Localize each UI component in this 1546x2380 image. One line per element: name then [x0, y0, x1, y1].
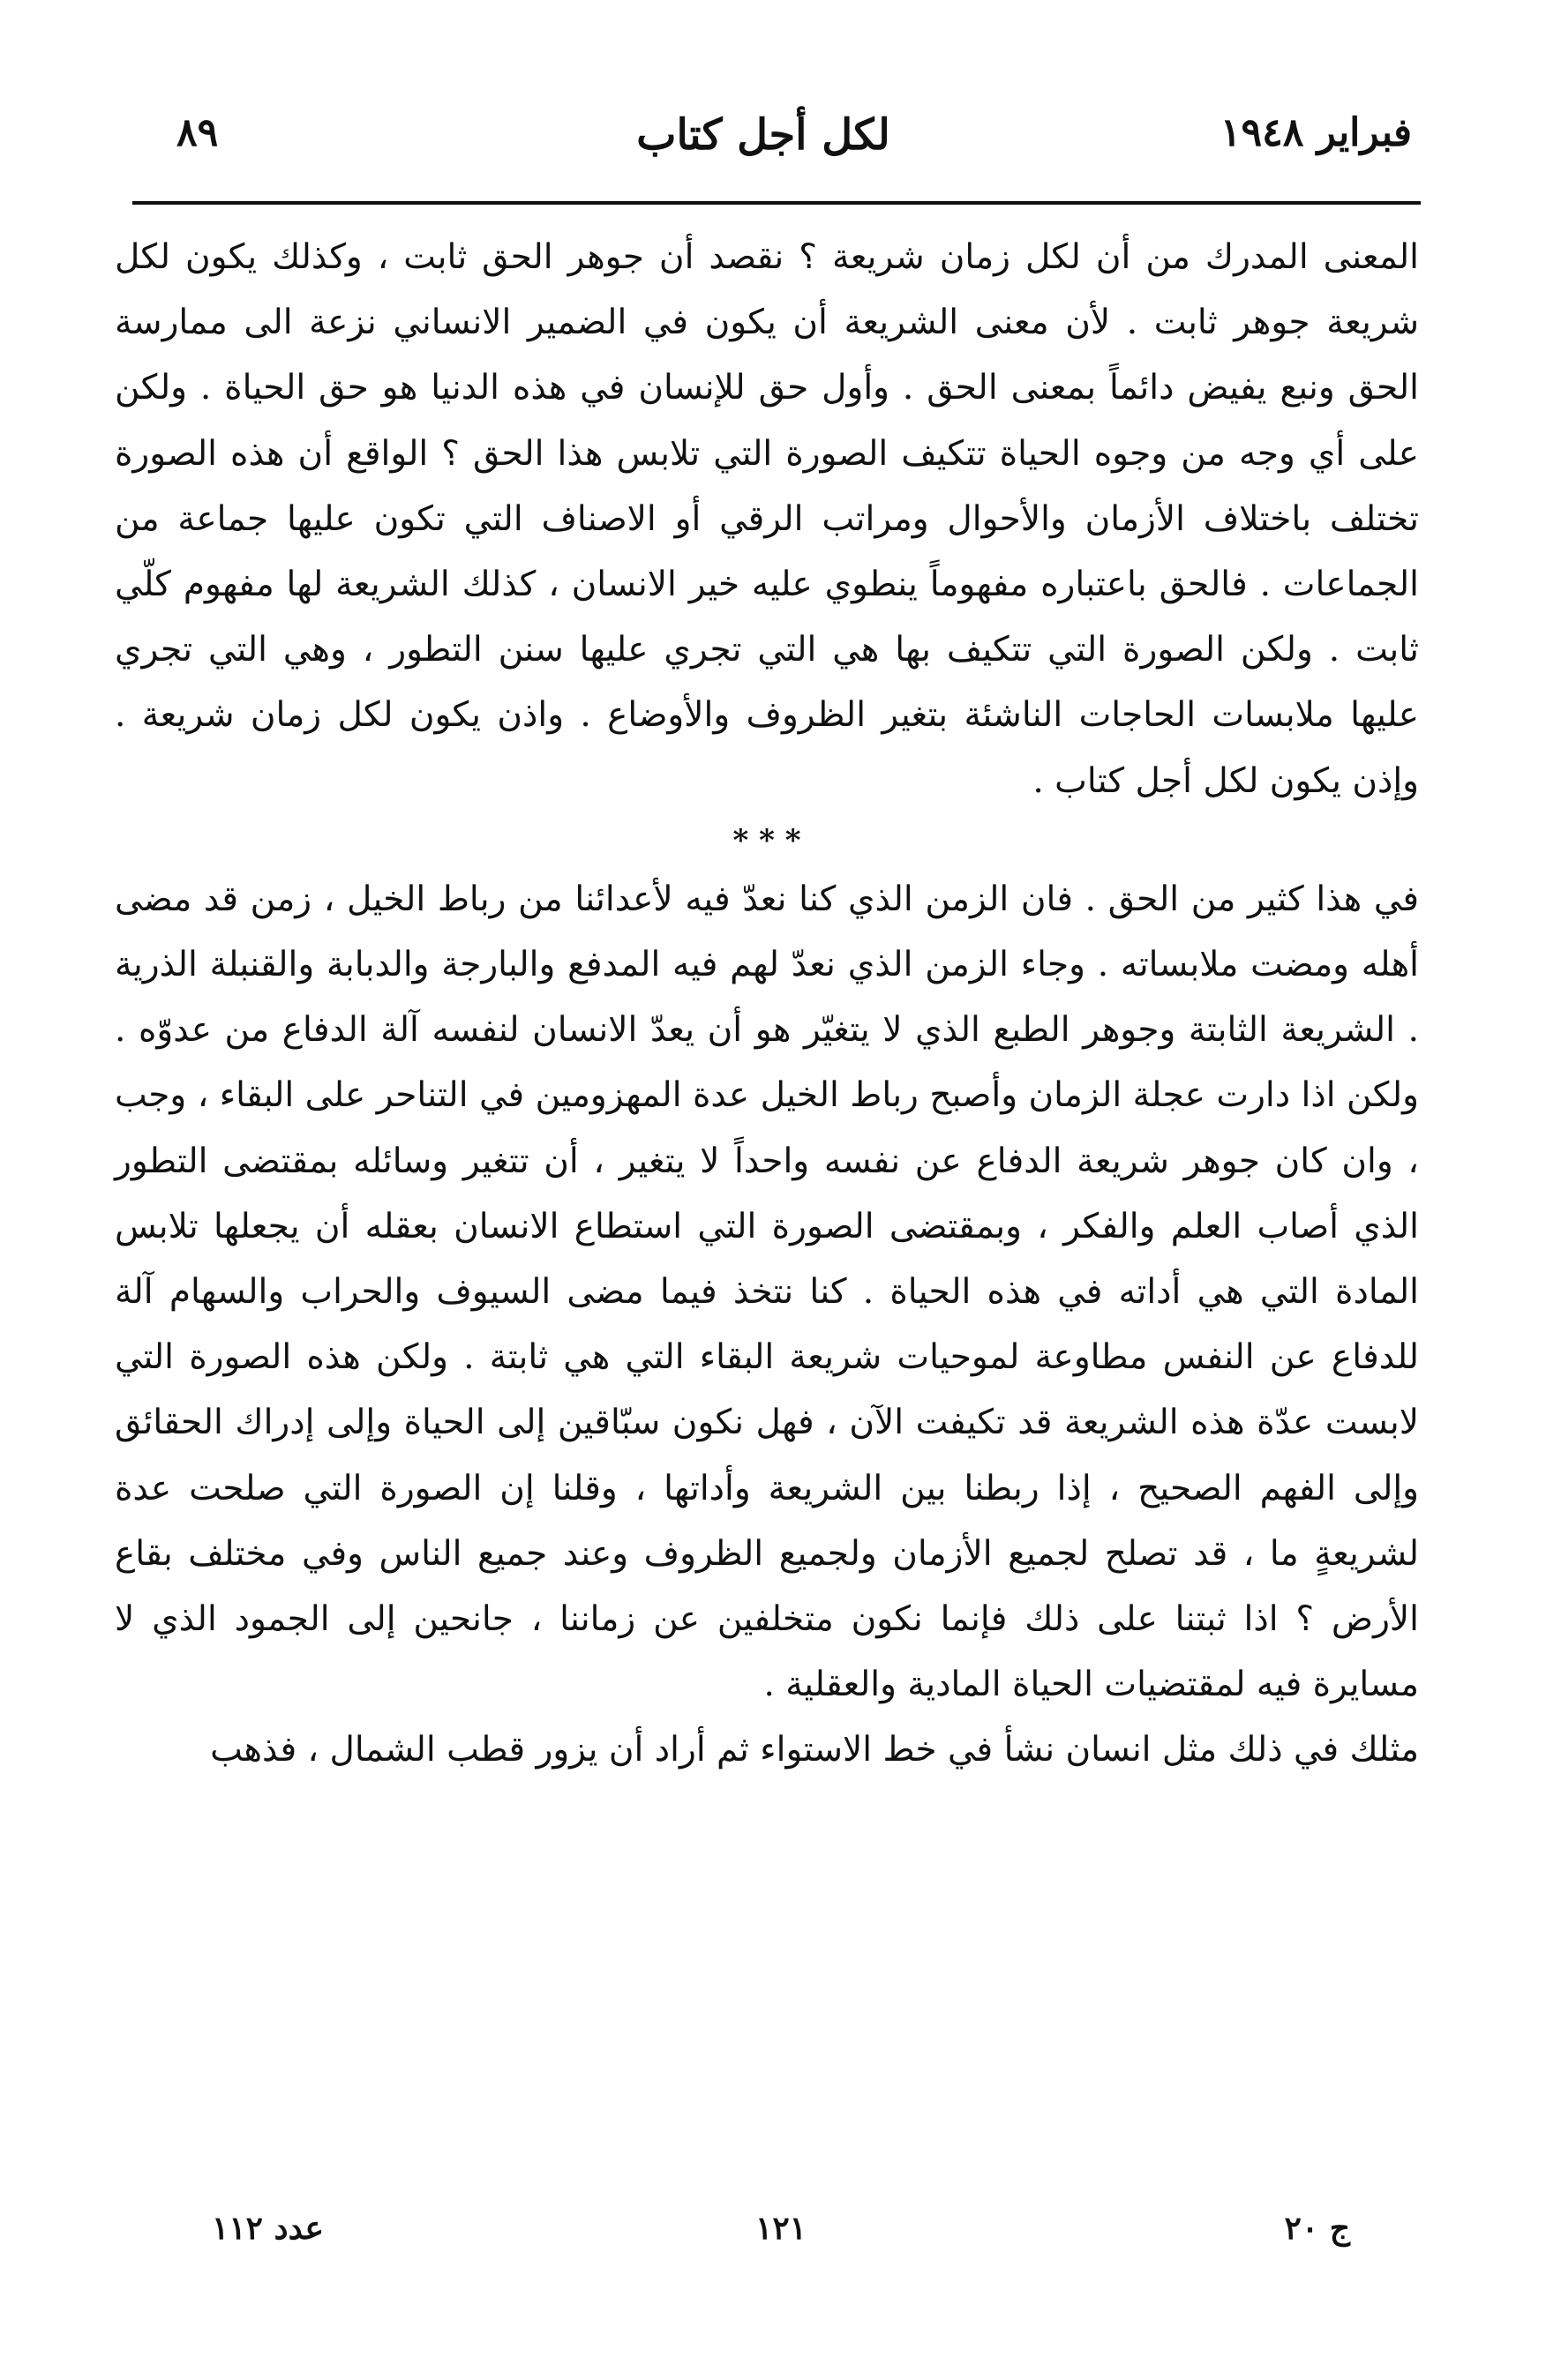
section-separator: * * * [732, 822, 801, 858]
paragraph-3: مثلك في ذلك مثل انسان نشأ في خط الاستواء ثم أراد أن يزور قطب الشمال ، فذهب [210, 1730, 1419, 1770]
page-number: ٨٩ [176, 110, 219, 155]
page-header [115, 110, 1412, 181]
footer-page-number: ١٢١ [754, 2210, 807, 2247]
running-title: لكل أجل كتاب [636, 110, 890, 160]
page-footer [212, 2210, 1350, 2263]
paragraph-2: في هذا كثير من الحق . فان الزمن الذي كنا نعدّ فيه لأعدائنا من رباط الخيل ، زمن قد مضى أهله ومضت ملابساته . وجاء الزمن الذي نعدّ لهم فيه المدفع والبارجة والدبابة والقنبلة الذرية . الشريعة الثابتة وجوهر الطبع الذي لا يتغيّر هو أن يعدّ الانسان لنفسه آلة الدفاع من عدوّه . ولكن اذا دارت عجلة الزمان وأصبح رباط الخيل عدة المهزومين في التناحر على البقاء ، وجب ، وان كان جوهر شريعة الدفاع عن نفسه واحداً لا يتغير ، أن تتغير وسائله بمقتضى التطور الذي أصاب العلم والفكر ، وبمقتضى الصورة التي استطاع الانسان بعقله أن يجعلها تلابس المادة التي هي أداته في هذه الحياة . كنا نتخذ فيما مضى السيوف والحراب والسهام آلة للدفاع عن النفس مطاوعة لموحيات شريعة البقاء التي هي ثابتة . ولكن هذه الصورة التي لابست عدّة هذه الشريعة قد تكيفت الآن ، فهل نكون سبّاقين إلى الحياة وإلى إدراك الحقائق وإلى الفهم الصحيح ، إذا ربطنا بين الشريعة وأداتها ، وقلنا إن الصورة التي صلحت عدة لشريعةٍ ما ، قد تصلح لجميع الأزمان ولجميع الظروف وعند جميع الناس وفي مختلف بقاع الأرض ؟ اذا ثبتنا على ذلك فإنما نكون متخلفين عن زماننا ، جانحين إلى الجمود الذي لا مسايرة فيه لمقتضيات الحياة المادية والعقلية . [115, 879, 1419, 1705]
header-rule [132, 201, 1421, 205]
footer-part: ج ٢٠ [1284, 2210, 1350, 2247]
paragraph-1: المعنى المدرك من أن لكل زمان شريعة ؟ نقصد أن جوهر الحق ثابت ، وكذلك يكون لكل شريعة جوهر ثابت . لأن معنى الشريعة أن يكون في الضمير الانساني نزعة الى ممارسة الحق ونبع يفيض دائماً بمعنى الحق . وأول حق للإنسان في هذه الدنيا هو حق الحياة . ولكن على أي وجه من وجوه الحياة تتكيف الصورة التي تلابس هذا الحق ؟ الواقع أن هذه الصورة تختلف باختلاف الأزمان والأحوال ومراتب الرقي أو الاصناف التي تكون عليها جماعة من الجماعات . فالحق باعتباره مفهوماً ينطوي عليه خير الانسان ، كذلك الشريعة لها مفهوم كلّي ثابت . ولكن الصورة التي تتكيف بها هي التي تجري عليها سنن التطور ، وهي التي تجري عليها ملابسات الحاجات الناشئة بتغير الظروف والأوضاع . واذن يكون لكل زمان شريعة . وإذن يكون لكل أجل كتاب . [115, 237, 1419, 801]
header-date: فبراير ١٩٤٨ [1220, 110, 1412, 155]
article-body [115, 225, 1419, 1784]
footer-issue: عدد ١١٢ [212, 2210, 324, 2247]
